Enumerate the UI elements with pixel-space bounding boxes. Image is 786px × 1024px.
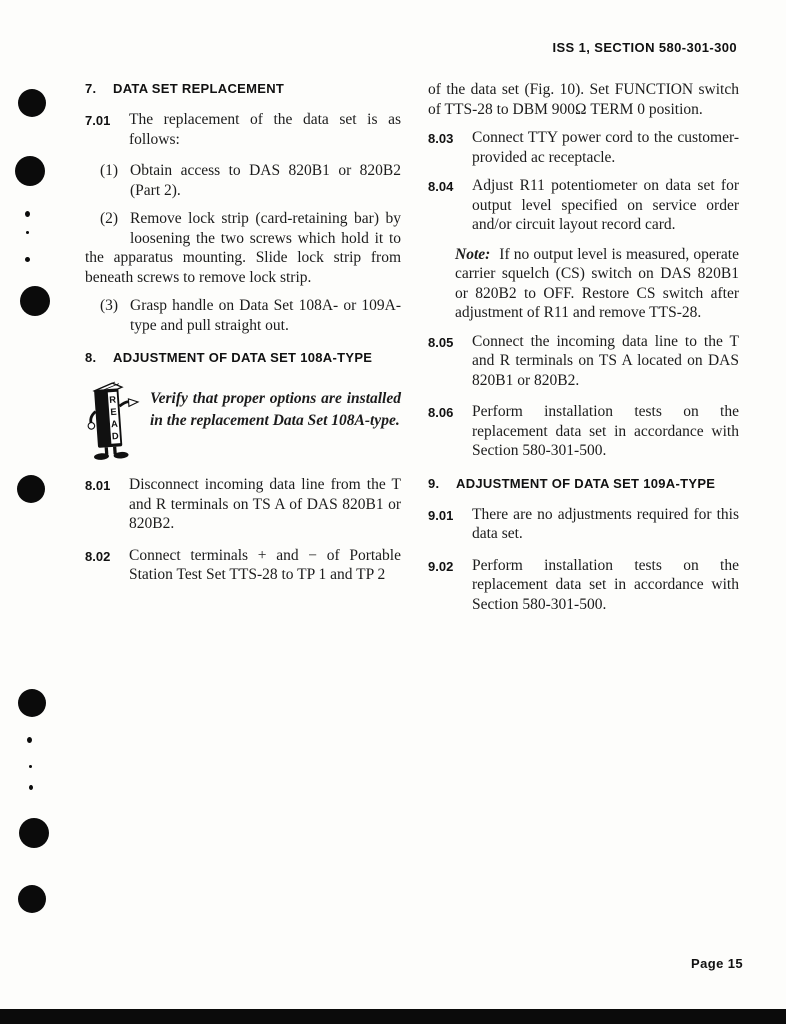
section-number: 7. [85, 81, 97, 96]
section-title: ADJUSTMENT OF DATA SET 109A-TYPE [456, 475, 716, 491]
note-label: Note: [455, 245, 491, 263]
paragraph-number: 8.04 [428, 179, 454, 194]
speck-mark [26, 231, 29, 234]
paragraph-9-01 [428, 505, 739, 544]
paragraph-number: 8.03 [428, 131, 454, 146]
punch-mark [15, 156, 45, 186]
paragraph-number: 8.05 [428, 334, 454, 350]
paragraph-text: Adjust R11 potentiometer on data set for output level specified on service order and/or circuit layout record card. [472, 177, 739, 233]
list-item-2 [85, 209, 401, 287]
mascot-letter: D [111, 430, 119, 442]
section-number: 9. [428, 475, 440, 491]
note-paragraph [455, 245, 739, 323]
paragraph-text: Connect TTY power cord to the customer-provided ac receptacle. [472, 129, 739, 166]
paragraph-text: Perform installation tests on the replacement data set in accordance with Section 580-301-500. [472, 403, 739, 459]
speck-mark [29, 765, 32, 768]
paragraph-text: of the data set (Fig. 10). Set FUNCTION switch of TTS-28 to DBM 900Ω TERM 0 position. [428, 81, 739, 118]
paragraph-number: 9.01 [428, 507, 454, 523]
paragraph-number: 8.01 [85, 478, 111, 493]
paragraph-number: 8.06 [428, 405, 454, 420]
item-text: Grasp handle on Data Set 108A- or 109A-type and pull straight out. [130, 297, 401, 334]
paragraph-8-05 [428, 332, 739, 391]
section-7-heading [85, 80, 401, 98]
punch-mark [18, 885, 46, 913]
paragraph-text: Perform installation tests on the replacement data set in accordance with Section 580-301-500. [472, 556, 739, 613]
punch-mark [20, 286, 50, 316]
read-mascot-icon [82, 376, 140, 464]
item-number: (1) [100, 162, 119, 179]
punch-mark [19, 818, 49, 848]
section-title: DATA SET REPLACEMENT [113, 81, 285, 96]
section-title: ADJUSTMENT OF DATA SET 108A-TYPE [113, 350, 373, 365]
page-number: Page 15 [691, 956, 743, 971]
paragraph-8-03 [428, 128, 739, 167]
note-text: If no output level is measured, operate carrier squelch (CS) switch on DAS 820B1 or 820B2 to OFF. Restore CS switch after adjustment of R11 and remove TTS-28. [455, 245, 739, 321]
item-text: Obtain access to DAS 820B1 or 820B2 (Part 2). [130, 162, 401, 199]
item-number: (2) [100, 210, 119, 227]
read-advisory [85, 376, 401, 464]
left-column [85, 80, 401, 586]
item-number: (3) [100, 297, 119, 314]
punch-mark [18, 89, 46, 117]
paragraph-8-02-continuation [428, 80, 739, 119]
paragraph-number: 8.02 [85, 548, 111, 564]
paragraph-text: Connect the incoming data line to the T and R terminals on TS A located on DAS 820B1 or 820B2. [472, 332, 739, 389]
section-number: 8. [85, 350, 97, 365]
paragraph-8-02 [85, 546, 401, 585]
list-item-3 [85, 296, 401, 335]
right-column [428, 80, 739, 614]
paragraph-text: Connect terminals + and − of Portable Station Test Set TTS-28 to TP 1 and TP 2 [129, 546, 401, 583]
paragraph-text: There are no adjustments required for this data set. [472, 505, 739, 542]
verify-note: Verify that proper options are installed in the replacement Data Set 108A-type. [150, 390, 401, 429]
paragraph-8-06 [428, 402, 739, 461]
punch-mark [17, 475, 45, 503]
item-text: Remove lock strip (card-retaining bar) by loosening the two screws which hold it to the apparatus mounting. Slide lock strip from beneath screws to remove lock strip. [85, 210, 401, 286]
speck-mark [25, 257, 30, 262]
paragraph-text: The replacement of the data set is as follows: [129, 111, 401, 148]
mascot-letter: E [110, 406, 118, 418]
paragraph-8-04 [428, 176, 739, 235]
paragraph-number: 7.01 [85, 113, 111, 128]
punch-mark [18, 689, 46, 717]
speck-mark [27, 737, 32, 743]
paragraph-8-01 [85, 475, 401, 534]
section-8-heading [85, 349, 401, 367]
paragraph-number: 9.02 [428, 558, 454, 574]
speck-mark [29, 785, 33, 790]
paragraph-9-02 [428, 556, 739, 615]
speck-mark [25, 211, 30, 217]
list-item-1 [85, 161, 401, 200]
scan-edge-artifact [0, 1009, 786, 1024]
mascot-letter: A [110, 418, 119, 430]
mascot-letter: R [109, 394, 117, 406]
paragraph-7-01 [85, 110, 401, 149]
paragraph-text: Disconnect incoming data line from the T and R terminals on TS A of DAS 820B1 or 820B2. [129, 476, 401, 532]
document-header: ISS 1, SECTION 580-301-300 [552, 40, 737, 55]
section-9-heading [428, 475, 739, 493]
